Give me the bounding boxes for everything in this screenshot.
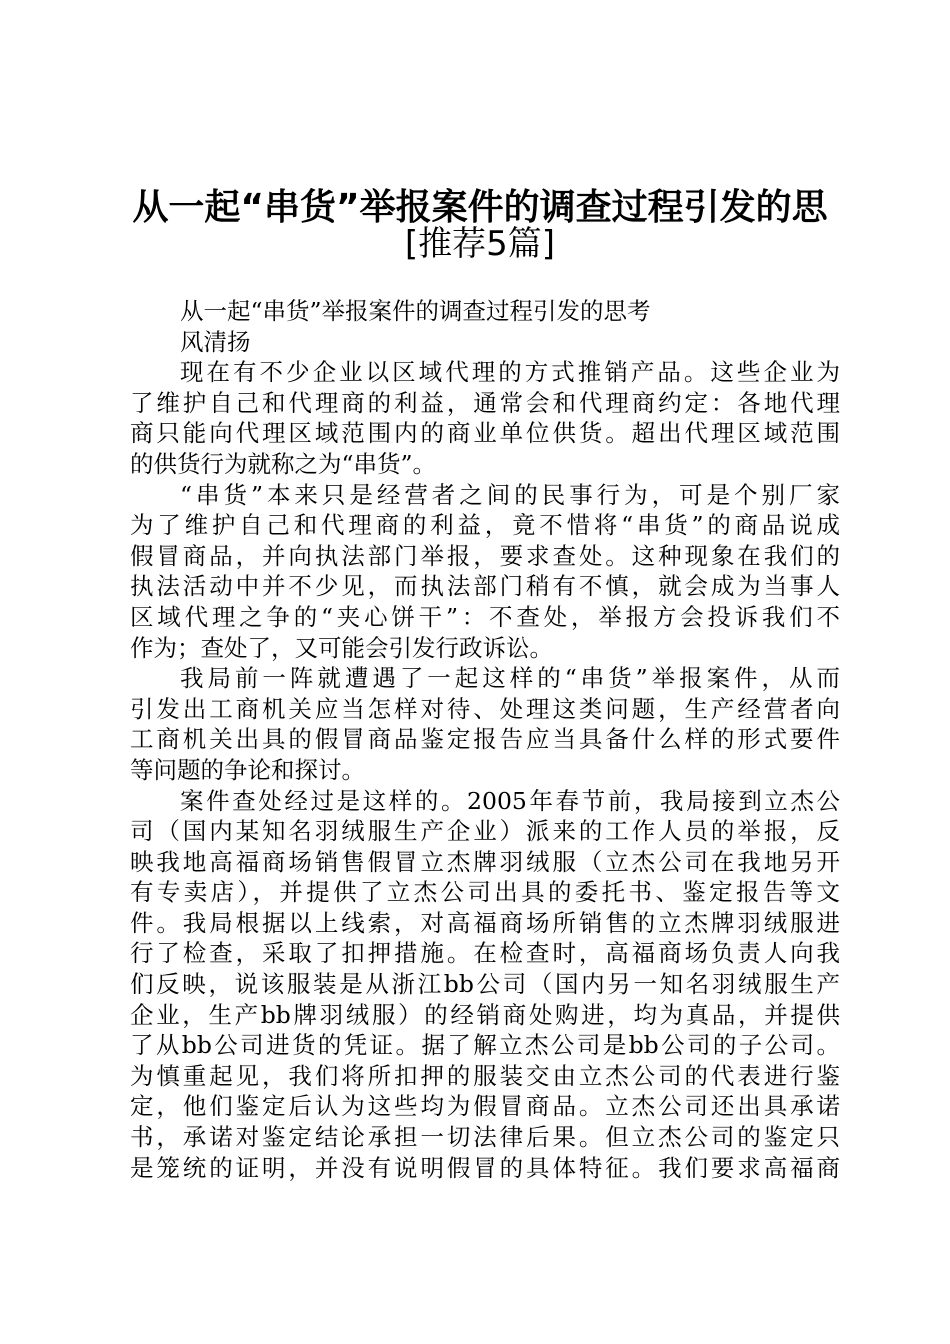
paragraph-line: 的供货行为就称之为“串货”。	[130, 449, 437, 478]
paragraph-line: 作为；查处了，又可能会引发行政诉讼。	[130, 633, 553, 662]
paragraph-line: 区域代理之争的“夹心饼干”：不查处，举报方会投诉我们不	[130, 602, 840, 631]
paragraph-line: 我局前一阵就遭遇了一起这样的“串货”举报案件，从而	[180, 664, 840, 693]
paragraph-line: 为慎重起见，我们将所扣押的服装交由立杰公司的代表进行鉴	[130, 1061, 840, 1090]
article-title-line: 从一起“串货”举报案件的调查过程引发的思考	[180, 297, 651, 325]
paragraph-line: 定，他们鉴定后认为这些均为假冒商品。立杰公司还出具承诺	[130, 1092, 840, 1121]
paragraph-line: 映我地高福商场销售假冒立杰牌羽绒服（立杰公司在我地另开	[130, 847, 840, 876]
paragraph-line: 现在有不少企业以区域代理的方式推销产品。这些企业为	[180, 358, 840, 387]
paragraph-line: 书，承诺对鉴定结论承担一切法律后果。但立杰公司的鉴定只	[130, 1123, 840, 1152]
paragraph-line: 商只能向代理区域范围内的商业单位供货。超出代理区域范围	[130, 419, 840, 448]
document-title: 从一起“串货”举报案件的调查过程引发的思	[132, 187, 828, 228]
paragraph-line: 司（国内某知名羽绒服生产企业）派来的工作人员的举报，反	[130, 817, 840, 846]
paragraph-line: 企业，生产bb牌羽绒服）的经销商处购进，均为真品，并提供	[130, 1000, 840, 1029]
paragraph-line: 引发出工商机关应当怎样对待、处理这类问题，生产经营者向	[130, 694, 840, 723]
paragraph-line: 行了检查，采取了扣押措施。在检查时，高福商场负责人向我	[130, 939, 840, 968]
paragraph-line: 了从bb公司进货的凭证。据了解立杰公司是bb公司的子公司。	[130, 1031, 840, 1060]
paragraph-line: 案件查处经过是这样的。2005年春节前，我局接到立杰公	[180, 786, 840, 815]
paragraph-line: 为了维护自己和代理商的利益，竟不惜将“串货”的商品说成	[130, 511, 840, 540]
paragraph-line: “串货”本来只是经营者之间的民事行为，可是个别厂家	[180, 480, 840, 509]
paragraph-line: 执法活动中并不少见，而执法部门稍有不慎，就会成为当事人	[130, 572, 840, 601]
paragraph-line: 等问题的争论和探讨。	[130, 755, 365, 784]
paragraph-line: 件。我局根据以上线索，对高福商场所销售的立杰牌羽绒服进	[130, 908, 840, 937]
document-body	[130, 296, 840, 1183]
paragraph-line: 有专卖店），并提供了立杰公司出具的委托书、鉴定报告等文	[130, 878, 840, 907]
paragraph-line: 了维护自己和代理商的利益，通常会和代理商约定：各地代理	[130, 388, 840, 417]
author-line: 风清扬	[180, 327, 251, 356]
paragraph-line: 假冒商品，并向执法部门举报，要求查处。这种现象在我们的	[130, 541, 840, 570]
document-subtitle: [推荐5篇]	[404, 224, 556, 264]
paragraph-line: 是笼统的证明，并没有说明假冒的具体特征。我们要求高福商	[130, 1153, 840, 1182]
paragraph-line: 们反映，说该服装是从浙江bb公司（国内另一知名羽绒服生产	[130, 970, 840, 999]
paragraph-line: 工商机关出具的假冒商品鉴定报告应当具备什么样的形式要件	[130, 725, 840, 754]
